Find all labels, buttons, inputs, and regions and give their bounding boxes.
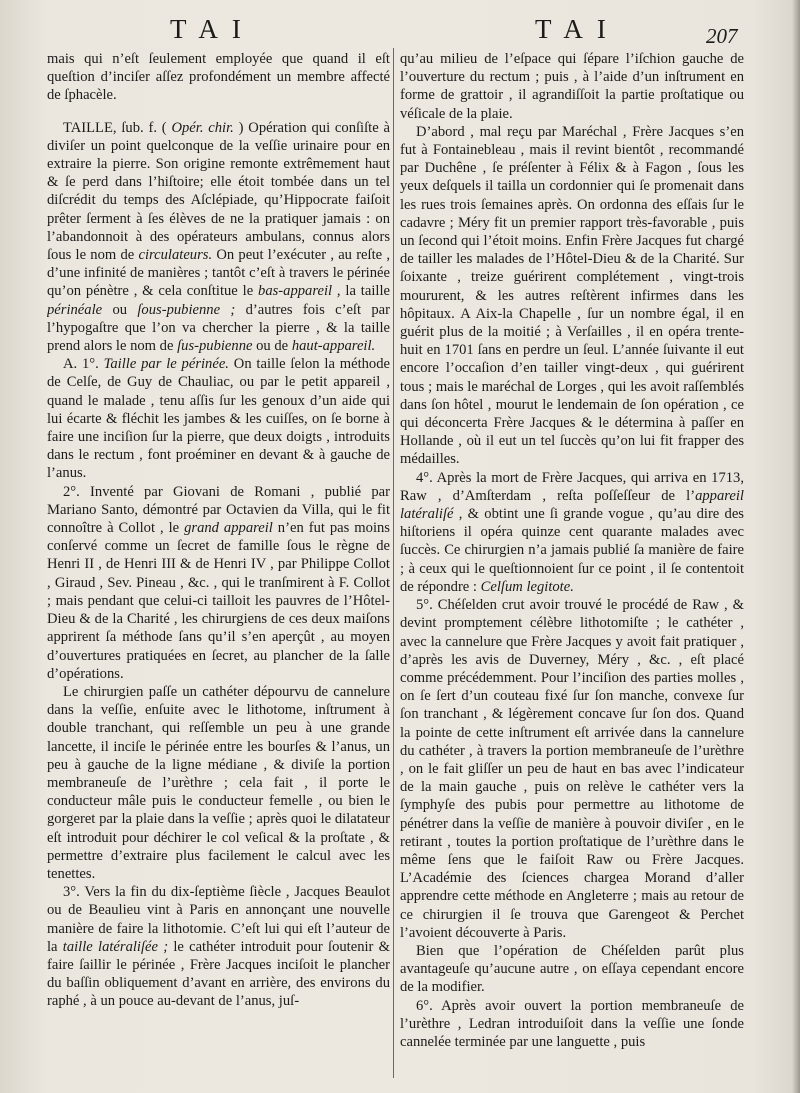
italic-text: taille latéraliſée ; <box>62 938 169 955</box>
paragraph <box>47 119 390 356</box>
text-run: Le chirurgien paſſe un cathéter dépourvu de cannelure dans la veſſie, enſuite avec le lithotome, inſtrument à double tranchant, qui reſſemble un peu à une grande lancette, il inciſe le périnée entre les bourſes & l’anus, un peu à gauche de la ligne médiane , & diviſe la portion membraneuſe de l’urèthre ; cela fait , il porte le conducteur mâle puis le conducteur femelle , ou bien le gorgeret par la plaie dans la veſſie ; après quoi le dilatateur eſt introduit pour déchirer le col veſical & la proſtate , & permettre d’extraire plus facilement le calcul avec les tenettes. <box>47 683 390 882</box>
paragraph <box>400 942 744 997</box>
text-run: 6°. Après avoir ouvert la portion membraneuſe de l’urèthre , Ledran introduiſoit dans la veſſie une ſonde cannelée terminée par une languette , puis <box>400 997 744 1050</box>
italic-text: périnéale <box>47 301 103 318</box>
text-run: n’en fut pas moins conſervé comme un ſecret de famille ſous le règne de Henri II , de Henri III & de Henri IV , par Philippe Collot , Giraud , Sev. Pineau , &c. , qui le tranſmirent à F. Collot ; mais pendant que celui-ci tailloit les pauvres de l’Hôtel-Dieu & de la Charité , les chirurgiens de ces deux maiſons apprirent ſa méthode ſans qu’il s’en aperçût , au moyen d’ouvertures pratiquées en ſecret, au plancher de la ſalle d’opérations. <box>47 520 390 682</box>
paragraph <box>47 355 390 482</box>
text-run: mais qui n’eſt ſeulement employée que quand il eſt queſtion d’inciſer aſſez profondément un membre affecté de ſphacèle. <box>47 51 390 104</box>
italic-text: bas-appareil , <box>258 283 341 300</box>
italic-text: grand appareil <box>184 520 273 537</box>
text-run: ou de <box>252 338 292 355</box>
text-run: ou <box>102 301 138 318</box>
paragraph <box>400 50 744 123</box>
paragraph <box>400 469 744 596</box>
italic-text: Taille par le périnée. <box>103 356 229 373</box>
italic-text: ſous-pubienne ; <box>137 301 236 318</box>
text-run: 4°. Après la mort de Frère Jacques, qui arriva en 1713, Raw , d’Amſterdam , reſta poſſeſſeur de l’ <box>400 469 744 504</box>
paragraph <box>47 683 390 883</box>
italic-text: circulateurs. <box>138 247 213 264</box>
italic-text: Opér. chir. <box>171 119 234 136</box>
text-run: 3°. Vers la fin du dix-ſeptième ſiècle , Jacques Beaulot ou de Beaulieu vint à Paris en annonçant une nouvelle manière de faire la lithotomie. C’eſt lui qui eſt l’auteur de la <box>47 884 390 955</box>
paragraph <box>47 883 390 1010</box>
text-run: Bien que l’opération de Chéſelden parût plus avantageuſe qu’aucune autre , on eſſaya cependant encore de la modifier. <box>400 942 744 996</box>
column-divider <box>393 48 394 1078</box>
text-run: 2°. Inventé par Giovani de Romani , publié par Mariano Santo, démontré par Octavien da Villa, qui le fit connoître à Collot , le <box>47 483 390 537</box>
paragraph <box>47 483 390 683</box>
text-run: 5°. Chéſelden crut avoir trouvé le procédé de Raw , & devint promptement célèbre lithotomiſte ; le cathéter , avec la cannelure que Frère Jacques y avoit fait pratiquer , d’après les avis de Duverney, Méry , &c. , eſt placé comme précédemment. Pour l’inciſion des parties molles , on ſe ſert d’un couteau fixé ſur ſon manche, convexe ſur ſon tranchant , & légèrement concave ſur ſon dos. Quand la pointe de cette inſtrument eſt arrivée dans la cannelure du cathéter , à travers la portion membraneuſe de l’urèthre , on le fait gliſſer un peu de haut en bas avec l’indicateur de la main gauche , puis on relève le cathéter vers la ſymphyſe des pubis pour permettre au lithotome de pénétrer dans la veſſie de manière à pouvoir diviſer , en le retirant , toutes la portion proſtatique de l’urèthre dans le même ſens que le faiſoit Raw ou Frère Jacques. L’Académie des ſciences chargea Morand d’aller apprendre cette méthode en Angleterre ; mais au retour de ce chirurgien il ſe trouva que Garengeot & Perchet l’avoient découverte à Paris. <box>400 597 744 941</box>
header-right-title: TAI <box>535 14 620 44</box>
italic-text: appareil latéraliſé , <box>400 487 744 523</box>
paragraph <box>400 123 744 469</box>
page-edge-shadow <box>792 0 800 1093</box>
text-run: ) Opération qui conſiſte à diviſer un point quelconque de la veſſie urinaire pour en extraire la pierre. Son origine remonte extrêmement haut & ſe perd dans l’hiſtoire; elle étoit tombée dans un tel diſcrédit du temps des Aſclépiade, qu’Hippocrate faiſoit prêter ſerment à ſes élèves de ne la pratiquer jamais : on l’abandonnoit à des opérateurs ambulans, connus alors ſous le nom de <box>47 119 390 264</box>
paragraph <box>47 50 390 105</box>
paragraph <box>400 596 744 942</box>
header-left-title: TAI <box>170 14 255 44</box>
italic-text: Celſum legitote. <box>480 578 574 595</box>
text-run: A. 1°. <box>63 356 104 373</box>
text-run: la taille <box>340 283 390 300</box>
text-run: D’abord , mal reçu par Maréchal , Frère Jacques s’en fut à Fontainebleau , mais il revint bientôt , recommandé par Duchêne , ſe préſenter à Félix & à Fagon , ſous les yeux deſquels il tailla un cordonnier qui ſe promenait dans les rues trois ſemaines après. On ordonna des eſſais ſur le cadavre ; Méry fit un premier rapport très-favorable , puis un ſecond qui l’étoit moins. Enfin Frère Jacques fut chargé de tailler les malades de l’Hôtel-Dieu & de la Charité. Sur ſoixante , treize guérirent complétement , vingt-trois moururent, & les autres reſtèrent infirmes dans les hôpitaux. A Aix-la Chapelle , ſur un nombre égal, il en guérit plus de la moitié ; à Verſailles , il en opéra trente-huit en 1701 ſans en perdre un ſeul. L’année ſuivante il eut encore l’occaſion d’en tailler vingt-deux , qui guérirent tous ; mais le maréchal de Lorges , qui les avoit raſſemblés dans ſon hôtel , mourut le lendemain de ſon opération , ce qui déconcerta Frère Jacques & le détermina à paſſer en Hollande , où il eut un tel ſuccès qu’on lui fit frapper des médailles. <box>400 123 744 468</box>
text-run: qu’au milieu de l’eſpace qui ſépare l’iſchion gauche de l’ouverture du rectum ; puis , à l’aide d’un inſtrument en forme de grattoir , il agrandiſſoit la partie proſtatique ou véſicale de la plaie. <box>400 51 744 122</box>
text-run: On taille ſelon la méthode de Celſe, de Guy de Chauliac, ou par le petit appareil , quand le malade , tenu aſſis ſur les genoux d’un aide qui lui écarte & fléchit les jambes & les cuiſſes, on ſe borne à faire une inciſion ſur la pierre, que deux doigts , introduits dans le rectum , font proéminer en devant & à gauche de l’anus. <box>47 356 390 482</box>
running-header <box>0 14 800 48</box>
right-column <box>400 50 744 1085</box>
text-run: TAILLE, ſub. f. ( <box>63 119 172 136</box>
text-run: le cathéter introduit pour ſoutenir & faire ſaillir le périnée , Frère Jacques inciſoit le plancher du baſſin obliquement d’avant en arrière, des environs du raphé , à un pouce au-devant de l’anus, juſ- <box>47 938 390 1010</box>
paragraph <box>400 997 744 1052</box>
italic-text: haut-appareil. <box>291 338 376 355</box>
italic-text: ſus-pubienne <box>177 338 253 355</box>
page-number: 207 <box>706 24 738 48</box>
left-column <box>47 50 390 1085</box>
text-run: d’autres fois c’eſt par l’hypogaſtre que l’on va chercher la pierre , & la taille prend alors le nom de <box>47 301 390 355</box>
text-run: & obtint une ſi grande vogue , qu’au dire des hiſtoriens il opéra quinze cent quarante malades avec ſuccès. Ce chirurgien n’a jamais publié ſa manière de faire ; à ceux qui le queſtionnoient ſur ce point , il ſe contentoit de répondre : <box>400 506 744 595</box>
text-run: On peut l’exécuter , au reſte , d’une infinité de manières ; tantôt c’eſt à travers le périnée qu’on pénètre , & cela conſtitue le <box>47 247 390 300</box>
